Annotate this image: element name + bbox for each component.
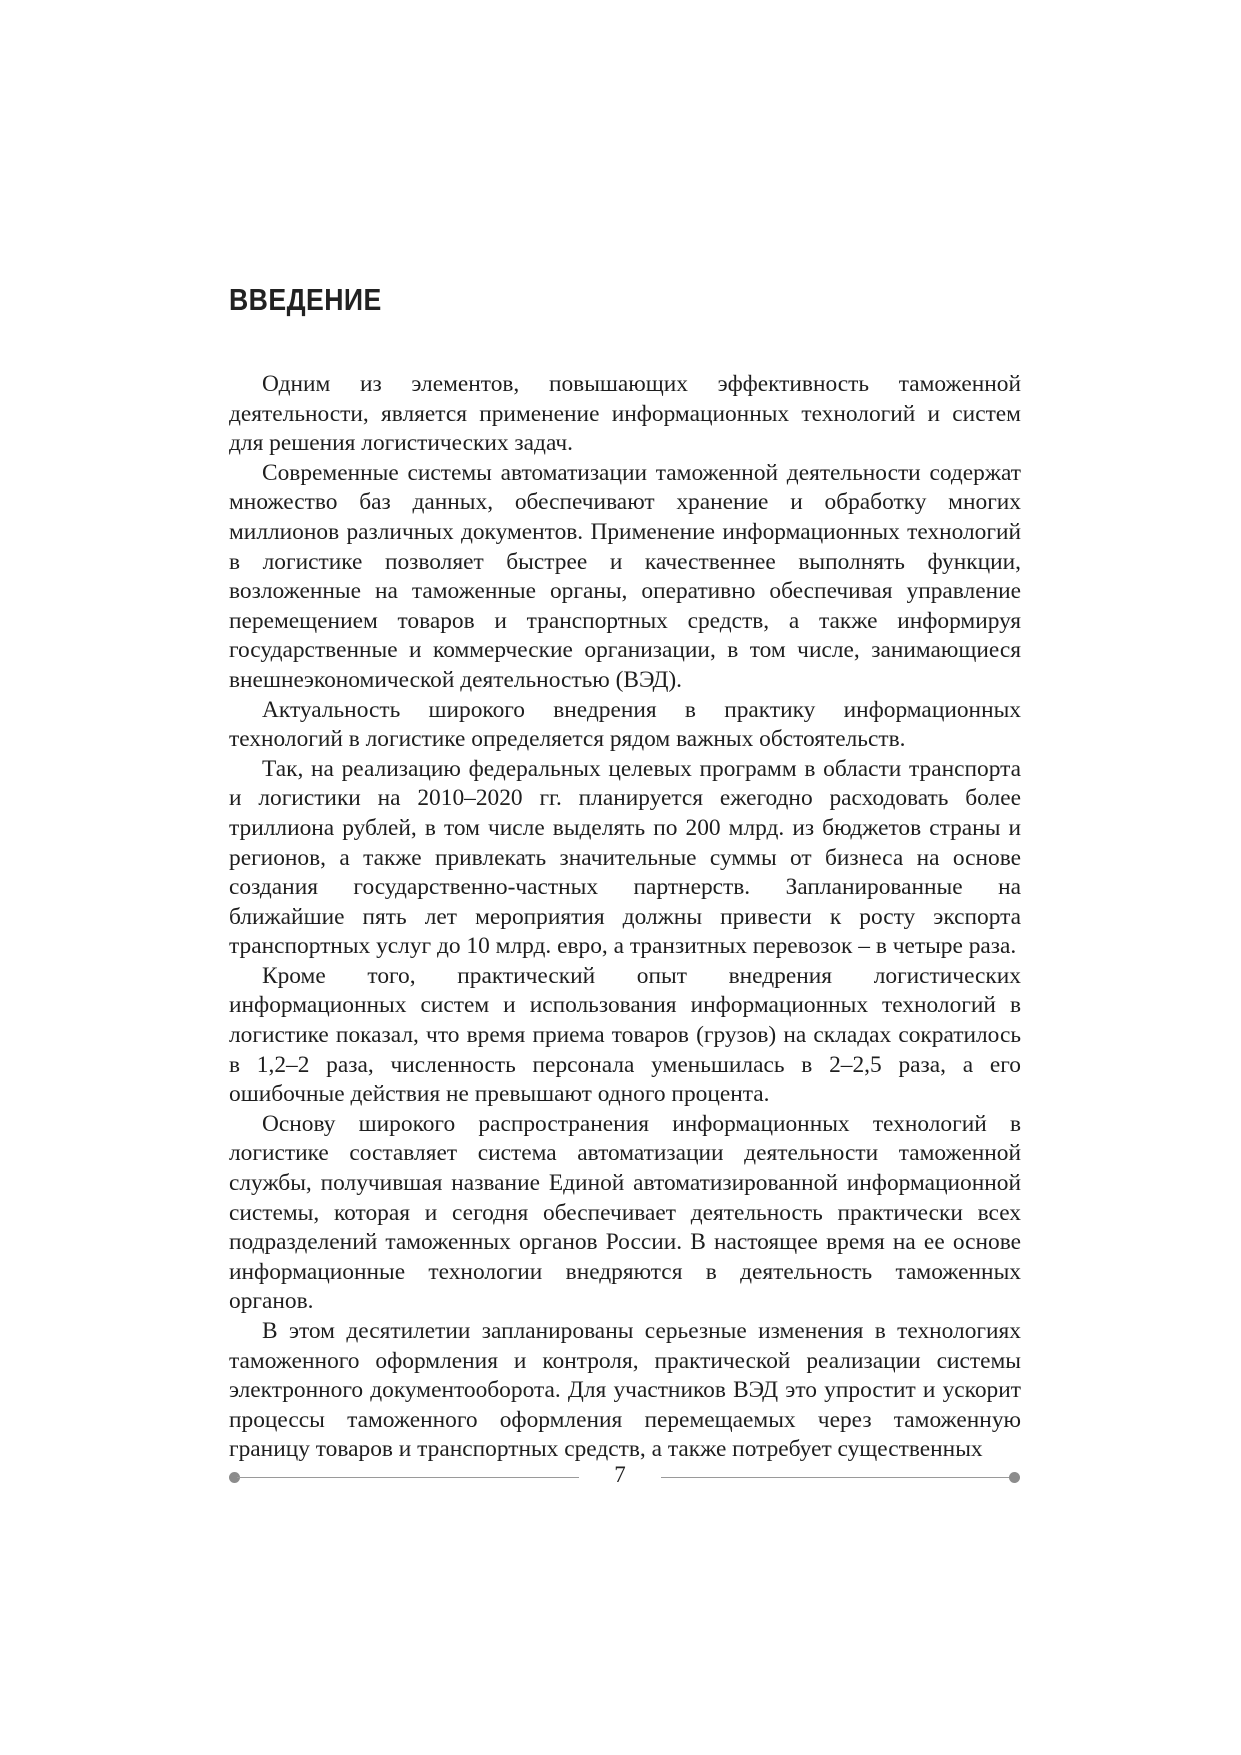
page-title: ВВЕДЕНИЕ: [229, 282, 382, 317]
paragraph: Одним из элементов, повышающих эффективность таможенной деятельности, является применение информационных технологий и систем для решения логистических задач.: [229, 371, 1021, 457]
paragraph: Современные системы автоматизации таможенной деятельности содержат множество баз данных, обеспечивают хранение и обработку многих миллионов различных документов. Применение информационных технологий в логистике позволяет быстрее и качественнее выполнять функции, возложенные на таможенные органы, оперативно обеспечивая управление перемещением товаров и транспортных средств, а также информируя государственные и коммерческие организации, в том числе, занимающиеся внешнеэкономической деятельностью (ВЭД).: [229, 459, 1021, 693]
paragraph: Кроме того, практический опыт внедрения логистических информационных систем и использования информационных технологий в логистике показал, что время приема товаров (грузов) на складах сократилось в 1,2–2 раза, численность персонала уменьшилась в 2–2,5 раза, а его ошибочные действия не превышают одного процента.: [229, 962, 1021, 1108]
page-footer: [229, 1461, 1021, 1491]
body-text: [229, 370, 1021, 1465]
footer-dot-right: [1009, 1472, 1020, 1483]
paragraph: Так, на реализацию федеральных целевых программ в области транспорта и логистики на 2010–2020 гг. планируется ежегодно расходовать более триллиона рублей, в том числе выделять по 200 млрд. из бюджетов страны и регионов, а также привлекать значительные суммы от бизнеса на основе создания государственно-частных партнерств. Запланированные на ближайшие пять лет мероприятия должны привести к росту экспорта транспортных услуг до 10 млрд. евро, а транзитных перевозок – в четыре раза.: [229, 755, 1021, 960]
footer-rule-left: [237, 1477, 579, 1478]
footer-rule-right: [661, 1477, 1015, 1478]
page-number: 7: [614, 1462, 626, 1487]
paragraph: В этом десятилетии запланированы серьезные изменения в технологиях таможенного оформления и контроля, практической реализации системы электронного документооборота. Для участников ВЭД это упростит и ускорит процессы таможенного оформления перемещаемых через таможенную границу товаров и транспортных средств, а также потребует существенных: [229, 1318, 1021, 1463]
paragraph: Актуальность широкого внедрения в практику информационных технологий в логистике определяется рядом важных обстоятельств.: [229, 696, 1021, 753]
paragraph: Основу широкого распространения информационных технологий в логистике составляет система автоматизации деятельности таможенной службы, получившая название Единой автоматизированной информационной системы, которая и сегодня обеспечивает деятельность практически всех подразделений таможенных органов России. В настоящее время на ее основе информационные технологии внедряются в деятельность таможенных органов.: [229, 1110, 1021, 1315]
